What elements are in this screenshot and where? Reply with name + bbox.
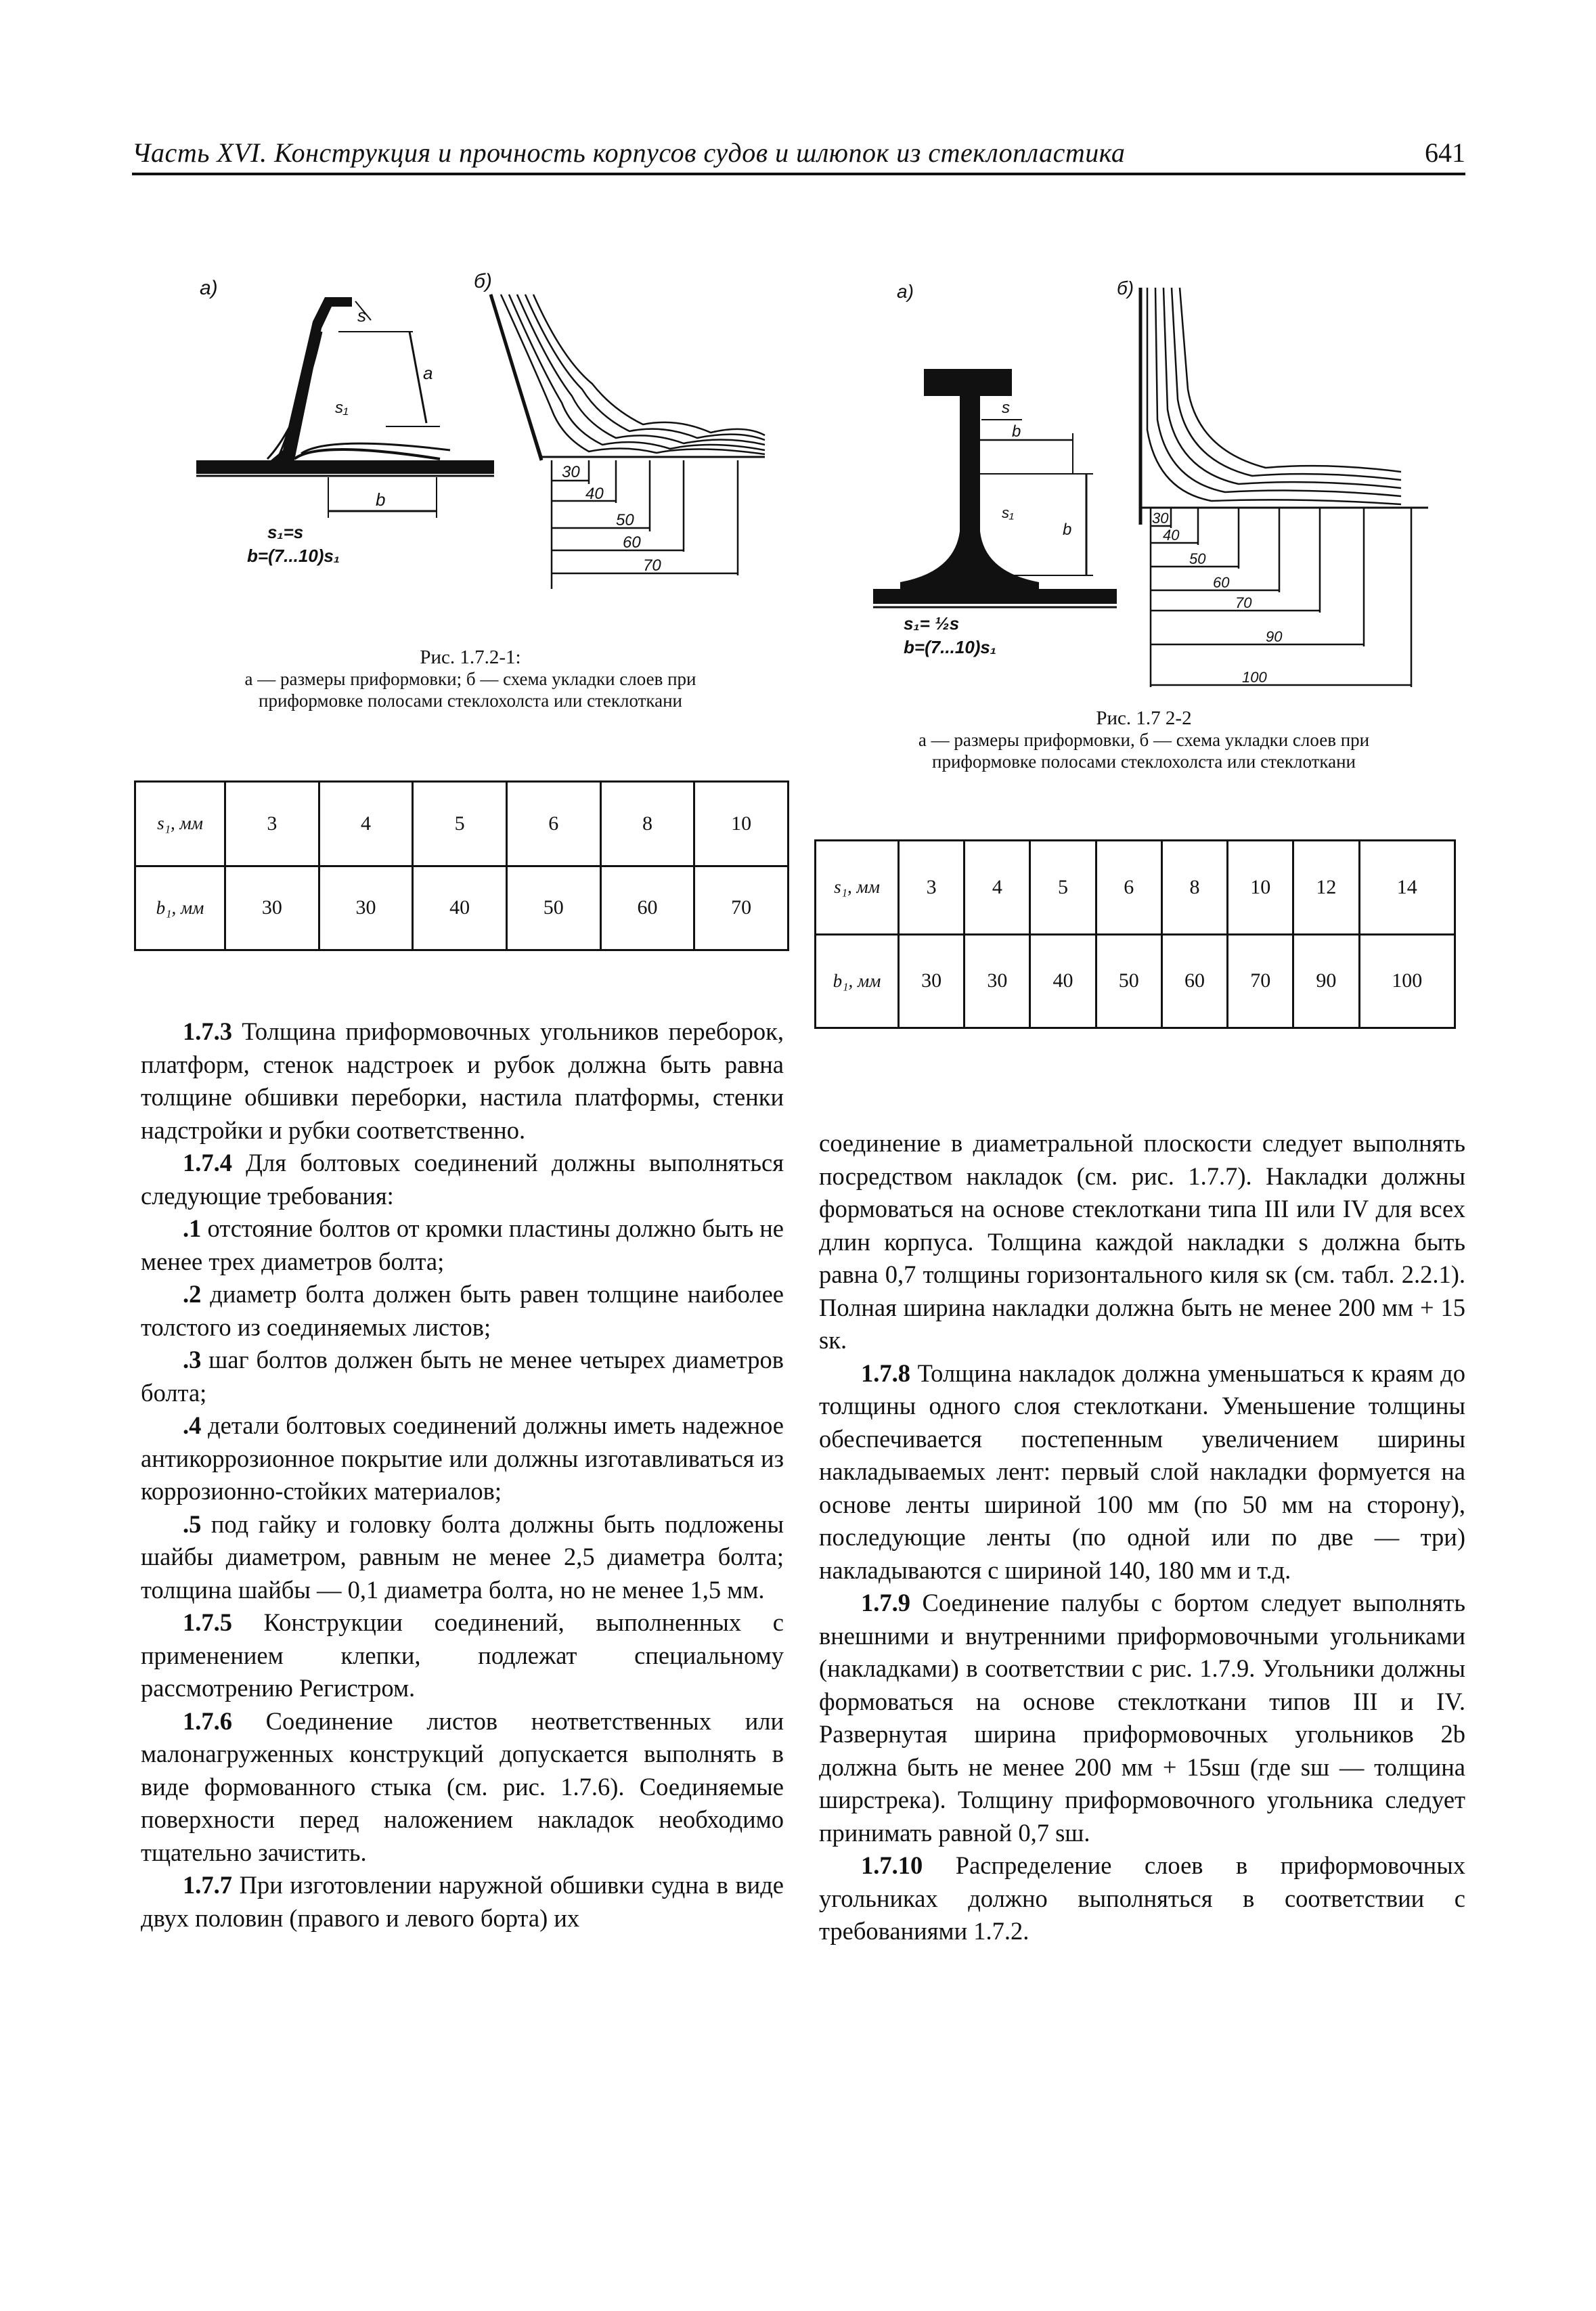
figure-2-caption-body: а — размеры приформовки, б — схема укладки слоев при приформовке полосами стеклохолста или стеклоткани <box>918 730 1370 772</box>
figure-1-drawing <box>183 267 792 619</box>
table-cell: 8 <box>1161 841 1227 935</box>
paragraph-text: Конструкции соединений, выполненных с применением клепки, подлежат специальному рассмотрению Регистром. <box>141 1608 784 1702</box>
figure-2a <box>873 281 1117 657</box>
figure-2b-step-90: 90 <box>1266 628 1283 645</box>
figure-1a-formula-2: b=(7...10)s₁ <box>247 546 340 566</box>
table-cell: 4 <box>965 841 1030 935</box>
list-item-text: диаметр болта должен быть равен толщине наиболее толстого из соединяемых листов; <box>141 1280 784 1341</box>
paragraph-continued: соединение в диаметральной плоскости следует выполнять посредством накладок (см. рис. 1.7.7). Накладки должны формоваться на основе стеклоткани типа III или IV для всех длин корпуса. Толщина каждой накладки s должна быть равна 0,7 толщины горизонтального киля sк (см. табл. 2.2.1). Полная ширина накладки должна быть не менее 200 мм + 15 sк. <box>819 1129 1465 1354</box>
figure-1a-label: а) <box>200 277 218 299</box>
right-column <box>819 1127 1465 1948</box>
figure-2a-label: а) <box>897 281 914 302</box>
list-item-text: детали болтовых соединений должны иметь надежное антикоррозионное покрытие или должны изготавливаться из коррозионно-стойких материалов; <box>141 1411 784 1505</box>
figure-2a-formula-2: b=(7...10)s₁ <box>904 637 997 657</box>
table-2 <box>814 839 1456 1029</box>
table-cell: 30 <box>965 934 1030 1028</box>
table-2-row2-label: b₁, мм <box>816 934 899 1028</box>
table-1-row1-label: s₁, мм <box>135 782 225 866</box>
paragraph-text: Толщина приформовочных угольников переборок, платформ, стенок надстроек и рубок должна быть равна толщине обшивки переборки, настила платформы, стенки надстройки и рубки соответственно. <box>141 1017 784 1144</box>
figure-1-caption <box>206 646 734 711</box>
table-cell: 3 <box>899 841 965 935</box>
figure-2-caption-title: Рис. 1.7 2-2 <box>1096 707 1192 729</box>
table-cell: 70 <box>694 866 789 950</box>
paragraph-1-7-9 <box>819 1587 1465 1849</box>
page-number: 641 <box>1425 137 1465 168</box>
figure-1a-s1: s₁ <box>335 399 349 417</box>
table-cell: 60 <box>600 866 694 950</box>
figure-2b-label: б) <box>1117 278 1134 299</box>
table-row <box>816 841 1455 935</box>
table-cell: 12 <box>1293 841 1359 935</box>
table-cell: 14 <box>1359 841 1455 935</box>
table-cell: 50 <box>1096 934 1161 1028</box>
figure-2a-s1: s₁ <box>1002 504 1014 521</box>
figure-1a-a: a <box>423 363 433 383</box>
figure-2-caption <box>880 707 1408 772</box>
figure-1b-step-60: 60 <box>623 533 641 552</box>
paragraph-number: 1.7.10 <box>861 1851 923 1879</box>
figure-2b-step-60: 60 <box>1213 574 1230 591</box>
paragraph-number: 1.7.3 <box>183 1017 232 1045</box>
figure-2-drawing <box>860 274 1455 701</box>
table-cell: 60 <box>1161 934 1227 1028</box>
figure-2a-plate <box>873 589 1117 604</box>
table-cell: 5 <box>413 782 507 866</box>
table-cell: 4 <box>319 782 413 866</box>
paragraph-text: Соединение листов неответственных или малонагруженных конструкций допускается выполнять в виде формованного стыка (см. рис. 1.7.6). Соединяемые поверхности перед наложением накладок необходимо тщательно зачистить. <box>141 1707 784 1866</box>
list-item-5 <box>141 1508 784 1607</box>
table-1 <box>134 780 789 951</box>
list-item-number: .3 <box>183 1346 202 1373</box>
figure-2a-b-top: b <box>1012 422 1021 441</box>
table-cell: 30 <box>319 866 413 950</box>
paragraph-text: Толщина накладок должна уменьшаться к краям до толщины одного слоя стеклоткани. Уменьшение толщины обеспечивается постепенным увеличением ширины накладываемых лент: первый слой накладки формуется на основе ленты шириной 100 мм (по 50 мм на сторону), последующие ленты (по одной или по две — три) накладываются с шириной 140, 180 мм и т.д. <box>819 1359 1465 1584</box>
figure-2b-step-50: 50 <box>1189 550 1206 567</box>
table-cell: 40 <box>413 866 507 950</box>
paragraph-1-7-5 <box>141 1606 784 1705</box>
figure-1a-wall <box>271 297 352 460</box>
list-item-text: отстояние болтов от кромки пластины должно быть не менее трех диаметров болта; <box>141 1214 784 1275</box>
figure-2b-step-70: 70 <box>1235 594 1252 611</box>
paragraph-number: 1.7.4 <box>183 1149 232 1176</box>
page-header <box>132 132 1465 175</box>
figure-1b-step-50: 50 <box>616 511 634 529</box>
figure-2b-step-40: 40 <box>1163 527 1180 544</box>
figure-2b-step-100: 100 <box>1242 669 1267 686</box>
list-item-number: .4 <box>183 1411 202 1439</box>
table-1-row2-label: b₁, мм <box>135 866 225 950</box>
figure-1a <box>196 277 494 566</box>
figure-1b-step-30: 30 <box>562 463 580 481</box>
table-cell: 50 <box>506 866 600 950</box>
table-row <box>135 866 789 950</box>
header-title: Часть XVI. Конструкция и прочность корпусов судов и шлюпок из стеклопластика <box>132 137 1126 168</box>
table-row <box>816 934 1455 1028</box>
paragraph-text: Распределение слоев в приформовочных угольниках должно выполняться в соответствии с требованиями 1.7.2. <box>819 1851 1465 1945</box>
paragraph-number: 1.7.7 <box>183 1871 232 1899</box>
paragraph-1-7-8 <box>819 1357 1465 1587</box>
figure-1b-label: б) <box>474 270 492 292</box>
figure-1a-s: s <box>357 305 366 326</box>
paragraph-1-7-4 <box>141 1147 784 1212</box>
table-cell: 6 <box>506 782 600 866</box>
figure-2a-formula-1: s₁= ½s <box>904 613 960 634</box>
left-column <box>141 1015 784 1935</box>
paragraph-text: Для болтовых соединений должны выполняться следующие требования: <box>141 1149 784 1210</box>
list-item-number: .1 <box>183 1214 202 1242</box>
paragraph-1-7-3 <box>141 1015 784 1147</box>
table-cell: 6 <box>1096 841 1161 935</box>
table-row <box>135 782 789 866</box>
paragraph-text: Соединение палубы с бортом следует выполнять внешними и внутренними приформовочными угольниками (накладками) в соответствии с рис. 1.7.9. Угольники должны формоваться на основе стеклоткани типов III и IV. Развернутая ширина приформовочных угольников 2b должна быть не менее 200 мм + 15sш (где sш — толщина ширстрека). Толщину приформовочного угольника следует принимать равной 0,7 sш. <box>819 1589 1465 1847</box>
paragraph-number: 1.7.6 <box>183 1707 232 1735</box>
figure-1-caption-body: а — размеры приформовки; б — схема укладки слоев при приформовке полосами стеклохолста или стеклоткани <box>244 669 696 711</box>
paragraph-1-7-7 <box>141 1869 784 1935</box>
figure-2a-flange <box>924 369 1012 396</box>
paragraph-1-7-6 <box>141 1705 784 1870</box>
table-cell: 90 <box>1293 934 1359 1028</box>
paragraph-number: 1.7.8 <box>861 1359 910 1387</box>
figure-1a-plate <box>196 460 494 474</box>
figure-1b <box>474 270 765 589</box>
table-cell: 10 <box>1228 841 1293 935</box>
figure-1b-step-70: 70 <box>643 556 661 575</box>
figure-1-caption-title: Рис. 1.7.2-1: <box>420 646 521 668</box>
figure-1b-step-40: 40 <box>585 485 604 503</box>
list-item-number: .2 <box>183 1280 202 1308</box>
table-cell: 8 <box>600 782 694 866</box>
table-cell: 3 <box>225 782 319 866</box>
figure-2a-s: s <box>1002 399 1010 417</box>
figure-1a-b: b <box>376 489 386 510</box>
list-item-text: шаг болтов должен быть не менее четырех диаметров болта; <box>141 1346 784 1407</box>
table-cell: 10 <box>694 782 789 866</box>
figure-2b-step-30: 30 <box>1152 510 1169 527</box>
list-item-3 <box>141 1344 784 1409</box>
list-item-number: .5 <box>183 1510 202 1538</box>
list-item-2 <box>141 1278 784 1344</box>
table-2-row1-label: s₁, мм <box>816 841 899 935</box>
paragraph-number: 1.7.5 <box>183 1608 232 1636</box>
table-cell: 30 <box>899 934 965 1028</box>
paragraph-1-7-10 <box>819 1849 1465 1948</box>
list-item-text: под гайку и головку болта должны быть подложены шайбы диаметром, равным не менее 2,5 диаметра болта; толщина шайбы — 0,1 диаметра болта, но не менее 1,5 мм. <box>141 1510 784 1604</box>
table-cell: 40 <box>1030 934 1096 1028</box>
figure-2a-b-right: b <box>1063 521 1072 539</box>
table-cell: 30 <box>225 866 319 950</box>
list-item-1 <box>141 1212 784 1278</box>
paragraph-number: 1.7.9 <box>861 1589 910 1616</box>
figure-1a-formula-1: s₁=s <box>267 522 304 542</box>
table-cell: 70 <box>1228 934 1293 1028</box>
list-item-4 <box>141 1409 784 1508</box>
table-cell: 100 <box>1359 934 1455 1028</box>
table-cell: 5 <box>1030 841 1096 935</box>
figure-2b <box>1117 278 1428 687</box>
figure-2b-steps <box>1151 508 1411 687</box>
paragraph-text: При изготовлении наружной обшивки судна в виде двух половин (правого и левого борта) их <box>141 1871 784 1932</box>
